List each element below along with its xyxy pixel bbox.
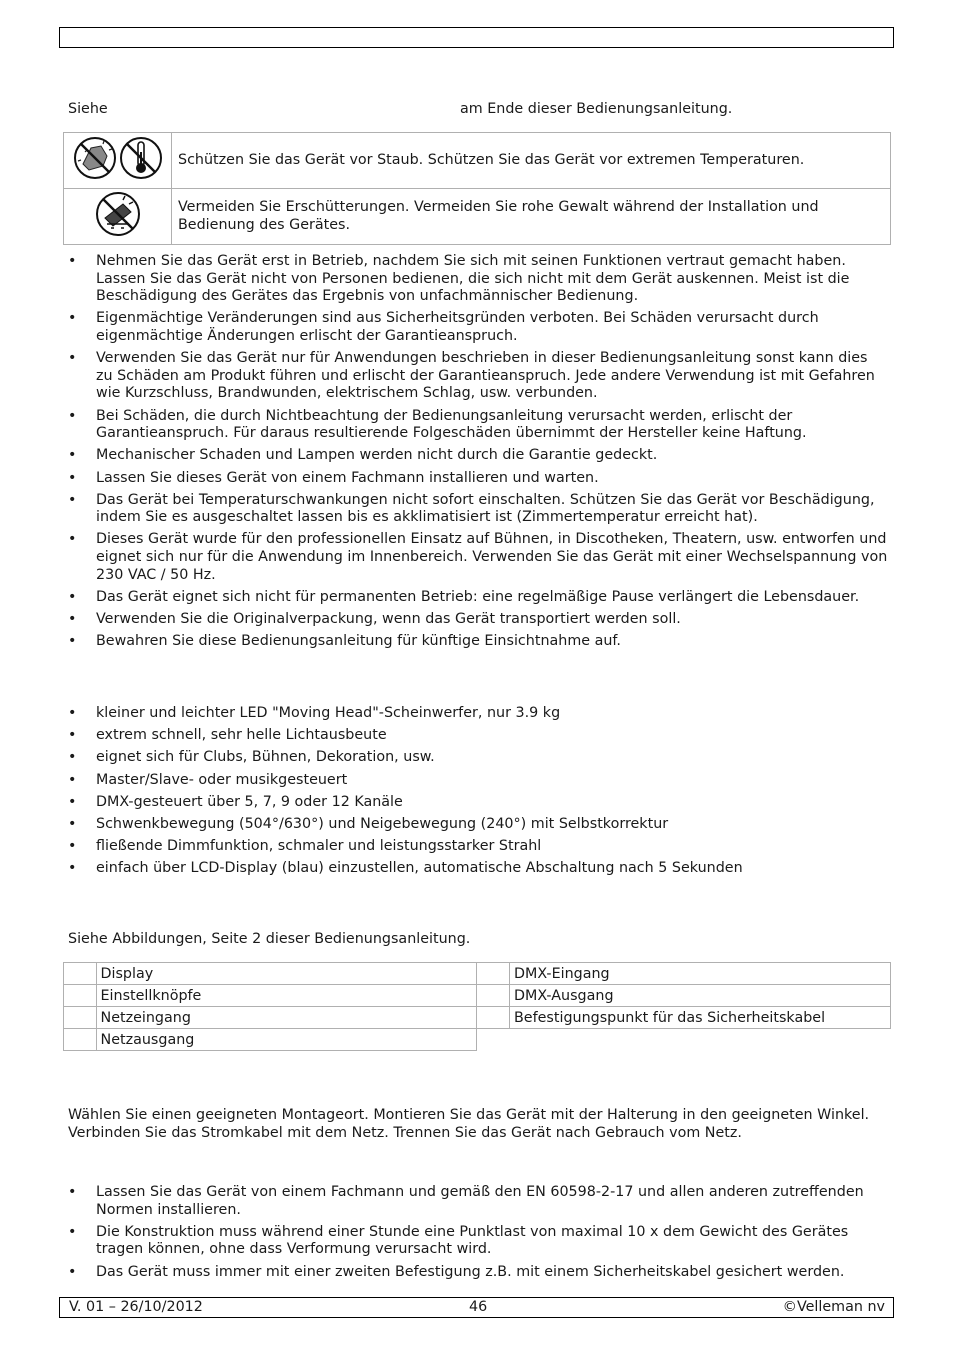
parts-table	[63, 962, 891, 1051]
part-label: Display	[96, 963, 477, 985]
table-row	[64, 985, 891, 1007]
part-label: Netzeingang	[96, 1007, 477, 1029]
list-item: • Das Gerät muss immer mit einer zweiten Befestigung z.B. mit einem Sicherheitskabel gesichert werden.	[68, 1264, 888, 1282]
part-label: DMX-Ausgang	[509, 985, 890, 1007]
part-label: Einstellknöpfe	[96, 985, 477, 1007]
list-item: • Das Gerät eignet sich nicht für permanenten Betrieb: eine regelmäßige Pause verlängert die Lebensdauer.	[68, 589, 888, 607]
safety-table	[63, 132, 891, 245]
no-shock-icon	[93, 190, 143, 238]
list-item: • Das Gerät bei Temperaturschwankungen nicht sofort einschalten. Schützen Sie das Gerät vor Beschädigung, indem Sie es ausgeschaltet lassen bis es akklimatisiert ist (Zimmertemperatur erreicht hat).	[68, 492, 888, 527]
list-item: • Bewahren Sie diese Bedienungsanleitung für künftige Einsichtnahme auf.	[68, 633, 888, 651]
part-label: Netzausgang	[96, 1029, 477, 1051]
installation-paragraph-line1: Wählen Sie einen geeigneten Montageort. Montieren Sie das Gerät mit der Halterung in den geeigneten Winkel.	[68, 1107, 870, 1123]
list-item: • eignet sich für Clubs, Bühnen, Dekoration, usw.	[68, 749, 888, 767]
list-item: • einfach über LCD-Display (blau) einzustellen, automatische Abschaltung nach 5 Sekunden	[68, 860, 888, 878]
header-box	[59, 27, 894, 48]
table-row	[64, 963, 891, 985]
table-row	[64, 1007, 891, 1029]
list-item: • kleiner und leichter LED "Moving Head"-Scheinwerfer, nur 3.9 kg	[68, 705, 888, 723]
safety-text: Schützen Sie das Gerät vor Staub. Schützen Sie das Gerät vor extremen Temperaturen.	[172, 133, 891, 189]
no-dust-and-temperature-icons	[73, 134, 163, 182]
footer	[59, 1297, 894, 1318]
list-item: • Eigenmächtige Veränderungen sind aus Sicherheitsgründen verboten. Bei Schäden verursacht durch eigenmächtige Änderungen erlischt der Garantieanspruch.	[68, 310, 888, 345]
part-label: DMX-Eingang	[509, 963, 890, 985]
safety-row	[64, 133, 891, 189]
list-item: • fließende Dimmfunktion, schmaler und leistungsstarker Strahl	[68, 838, 888, 856]
installation-list	[68, 1184, 888, 1286]
guidelines-list	[68, 253, 888, 655]
list-item: • Lassen Sie das Gerät von einem Fachmann und gemäß den EN 60598-2-17 und allen anderen zutreffenden Normen installieren.	[68, 1184, 888, 1219]
list-item: • Verwenden Sie die Originalverpackung, wenn das Gerät transportiert werden soll.	[68, 611, 888, 629]
intro-see-end-text: am Ende dieser Bedienungsanleitung.	[460, 101, 733, 117]
footer-copyright: ©Velleman nv	[782, 1299, 885, 1315]
list-item: • Nehmen Sie das Gerät erst in Betrieb, nachdem Sie sich mit seinen Funktionen vertraut gemacht haben. Lassen Sie das Gerät nicht von Personen bedienen, die sich nicht mit dem Gerät auskennen. Meist ist die Beschädigung des Gerätes das Ergebnis von unfachmännischer Bedienung.	[68, 253, 888, 306]
list-item: • Master/Slave- oder musikgesteuert	[68, 772, 888, 790]
list-item: • Dieses Gerät wurde für den professionellen Einsatz auf Bühnen, in Discotheken, Theatern, usw. entworfen und eignet sich nur für die Anwendung im Innenbereich. Verwenden Sie das Gerät mit einer Wechselspannung von 230 VAC / 50 Hz.	[68, 531, 888, 584]
intro-see-text: Siehe	[68, 101, 108, 117]
no-extreme-temperature-icon	[121, 138, 161, 178]
safety-icons-cell	[64, 133, 172, 189]
list-item: • Bei Schäden, die durch Nichtbeachtung der Bedienungsanleitung verursacht werden, erlischt der Garantieanspruch. Für daraus resultierende Folgeschäden übernimmt der Hersteller keine Haftung.	[68, 408, 888, 443]
list-item: • extrem schnell, sehr helle Lichtausbeute	[68, 727, 888, 745]
safety-text: Vermeiden Sie Erschütterungen. Vermeiden Sie rohe Gewalt während der Installation und Bedienung des Gerätes.	[172, 189, 891, 245]
overview-intro: Siehe Abbildungen, Seite 2 dieser Bedienungsanleitung.	[68, 931, 471, 947]
safety-icons-cell	[64, 189, 172, 245]
list-item: • Verwenden Sie das Gerät nur für Anwendungen beschrieben in dieser Bedienungsanleitung sonst kann dies zu Schäden am Produkt führen und erlischt der Garantieanspruch. Jede andere Verwendung ist mit Gefahren wie Kurzschluss, Brandwunden, elektrischem Schlag, usw. verbunden.	[68, 350, 888, 403]
installation-paragraph-line2: Verbinden Sie das Stromkabel mit dem Netz. Trennen Sie das Gerät nach Gebrauch vom Netz.	[68, 1125, 742, 1141]
list-item: • Lassen Sie dieses Gerät von einem Fachmann installieren und warten.	[68, 470, 888, 488]
footer-version: V. 01 – 26/10/2012	[69, 1299, 203, 1315]
table-row	[64, 1029, 891, 1051]
footer-page-number: 46	[469, 1299, 488, 1315]
list-item: • DMX-gesteuert über 5, 7, 9 oder 12 Kanäle	[68, 794, 888, 812]
features-list	[68, 705, 888, 883]
list-item: • Die Konstruktion muss während einer Stunde eine Punktlast von maximal 10 x dem Gewicht des Gerätes tragen können, ohne dass Verformung verursacht wird.	[68, 1224, 888, 1259]
list-item: • Mechanischer Schaden und Lampen werden nicht durch die Garantie gedeckt.	[68, 447, 888, 465]
part-label: Befestigungspunkt für das Sicherheitskabel	[509, 1007, 890, 1029]
list-item: • Schwenkbewegung (504°/630°) und Neigebewegung (240°) mit Selbstkorrektur	[68, 816, 888, 834]
safety-row	[64, 189, 891, 245]
no-dust-icon	[75, 138, 115, 178]
